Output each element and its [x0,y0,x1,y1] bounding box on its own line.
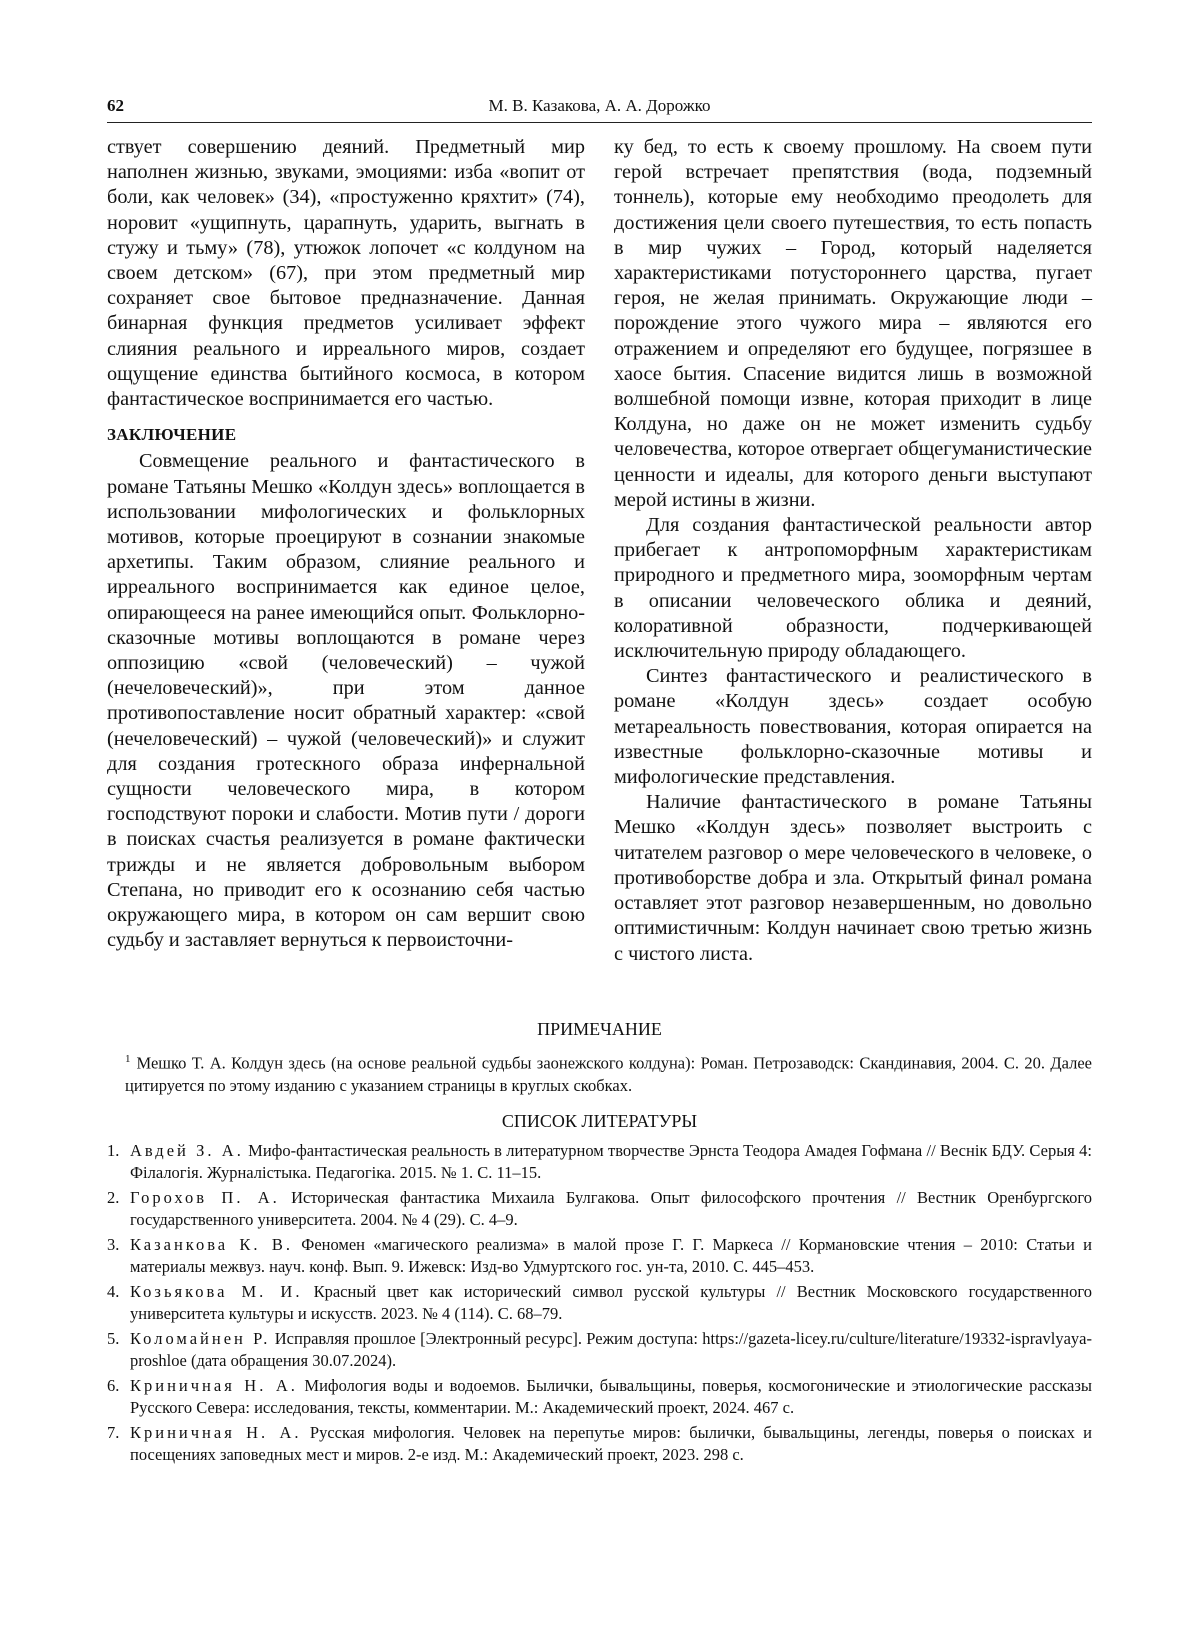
reference-item [107,1140,1092,1184]
left-column [107,135,585,954]
left-paragraph-2: Совмещение реального и фантастического в романе Татьяны Мешко «Колдун здесь» воплощается в использовании мифологических и фольклорных мотивов, которые проецируют в сознании знакомые архетипы. Таким образом, слияние реального и ирреального воспринимается как единое целое, опирающееся на ранее имеющийся опыт. Фольклорно-сказочные мотивы воплощаются в романе через оппозицию «свой (человеческий) – чужой (нечеловеческий)», при этом данное противопоставление носит обратный характер: «свой (нечеловеческий) – чужой (человеческий)» и служит для создания гротескного образа инфернальной сущности человеческого мира, в котором господствуют пороки и слабости. Мотив пути / дороги в поисках счастья реализуется в романе фактически трижды и не является добровольным выбором Степана, но приводит его к осознанию себя частью окружающего мира, в котором он сам вершит свою судьбу и заставляет вернуться к первоисточни- [107,450,585,952]
reference-author: Козьякова М. И. [130,1281,303,1301]
reference-number: 7. [107,1422,120,1442]
page [107,92,1092,1469]
reference-number: 1. [107,1140,120,1160]
reference-text: Феномен «магического реализма» в малой прозе Г. Г. Маркеса // Кормановские чтения – 2010: Статьи и материалы межвуз. науч. конф. Вып. 9. Ижевск: Изд-во Удмуртского гос. ун-та, 2010. С. 445–453. [130,1234,1092,1276]
reference-text: Историческая фантастика Михаила Булгакова. Опыт философского прочтения // Вестник Оренбургского государственного университета. 2004. № 4 (29). С. 4–9. [130,1187,1093,1229]
running-header [107,92,1092,123]
footnote-marker: 1 [125,1053,131,1065]
reference-author: Казанкова К. В. [130,1234,293,1254]
left-paragraph-1: ствует совершению деяний. Предметный мир наполнен жизнью, звуками, эмоциями: изба «вопит от боли, как человек» (34), «простуженно кряхтит» (74), норовит «ущипнуть, царапнуть, ударить, выгнать в стужу и тьму» (78), утюжок лопочет «с колдуном на своем детском» (67), при этом предметный мир сохраняет свое бытовое предназначение. Данная бинарная функция предметов усиливает эффект слияния реального и ирреального миров, создает ощущение единства бытийного космоса, в котором фантастическое воспринимается его частью. [107,136,585,411]
reference-text: Мифо-фантастическая реальность в литературном творчестве Эрнста Теодора Амадея Гофмана // Веснік БДУ. Серыя 4: Філалогія. Журналістыка. Педагогіка. 2015. № 1. С. 11–15. [130,1140,1093,1182]
right-paragraph-1: ку бед, то есть к своему прошлому. На своем пути герой встречает препятствия (вода, подземный тоннель), которые ему необходимо преодолеть для достижения цели своего путешествия, то есть попасть в мир чужих – Город, который наделяется характеристиками потустороннего царства, пугает героя, не желая принимать. Окружающие люди – порождение этого чужого мира – являются его отражением и определяют его будущее, погрязшее в хаосе бытия. Спасение видится лишь в возможной волшебной помощи извне, которая приходит в лице Колдуна, но даже он не может изменить судьбу человечества, которое отвергает общегуманистические ценности и идеалы, для которого деньги выступают мерой истины в жизни. [614,136,1092,511]
right-paragraph-3: Синтез фантастического и реалистического в романе «Колдун здесь» создает особую метареальность повествования, которая опирается на известные фольклорно-сказочные мотивы и мифологические представления. [614,665,1092,789]
section-heading-conclusion: ЗАКЛЮЧЕНИЕ [107,425,237,445]
right-paragraph-4: Наличие фантастического в романе Татьяны Мешко «Колдун здесь» позволяет выстроить с читателем разговор о мере человеческого в человеке, о противоборстве добра и зла. Открытый финал романа оставляет этот разговор незавершенным, но довольно оптимистичным: Колдун начинает свою третью жизнь с чистого листа. [614,791,1092,965]
references-title: СПИСОК ЛИТЕРАТУРЫ [501,1110,698,1131]
reference-text: Русская мифология. Человек на перепутье миров: былички, бывальщины, легенды, поверья о поисках и посещениях заповедных мест и миров. 2-е изд. М.: Академический проект, 2023. 298 с. [130,1422,1092,1464]
reference-item [107,1375,1092,1419]
footnote-text: Мешко Т. А. Колдун здесь (на основе реальной судьбы заонежского колдуна): Роман. Петрозаводск: Скандинавия, 2004. С. 20. Далее цитируется по этому изданию с указанием страницы в круглых скобках. [125,1053,1092,1095]
reference-item [107,1281,1092,1325]
right-paragraph-2: Для создания фантастической реальности автор прибегает к антропоморфным характеристикам природного и предметного мира, зооморфным чертам в описании человеческого облика и деяний, колоративной образности, подчеркивающей исключительную природу обладающего. [614,514,1092,663]
notes-section [107,1019,1092,1097]
references-list [107,1140,1092,1466]
right-column [614,135,1092,967]
reference-author: Горохов П. А. [130,1187,280,1207]
reference-number: 6. [107,1375,120,1395]
reference-number: 4. [107,1281,120,1301]
two-column-body [107,135,1092,1015]
reference-author: Коломайнен Р. [130,1328,271,1348]
running-header-authors: М. В. Казакова, А. А. Дорожко [488,96,711,115]
reference-item [107,1187,1092,1231]
reference-number: 2. [107,1187,120,1207]
reference-author: Авдей З. А. [130,1140,244,1160]
page-number: 62 [107,96,124,115]
reference-author: Криничная Н. А. [130,1375,298,1395]
reference-author: Криничная Н. А. [130,1422,302,1442]
reference-item [107,1234,1092,1278]
reference-text: Красный цвет как исторический символ русской культуры // Вестник Московского государственного университета культуры и искусств. 2023. № 4 (114). С. 68–79. [130,1281,1092,1323]
reference-item [107,1422,1092,1466]
reference-text: Мифология воды и водоемов. Былички, бывальщины, поверья, космогонические и этиологические рассказы Русского Севера: исследования, тексты, комментарии. М.: Академический проект, 2024. 467 с. [130,1375,1092,1417]
reference-item [107,1328,1092,1372]
footnote [125,1048,1092,1097]
references-section [107,1111,1092,1466]
reference-number: 3. [107,1234,120,1254]
notes-title: ПРИМЕЧАНИЕ [537,1019,662,1039]
reference-text: Исправляя прошлое [Электронный ресурс]. Режим доступа: https://gazeta-licey.ru/culture/literature/19332-ispravlyaya-proshloe (дата обращения 30.07.2024). [130,1328,1092,1370]
reference-number: 5. [107,1328,120,1348]
